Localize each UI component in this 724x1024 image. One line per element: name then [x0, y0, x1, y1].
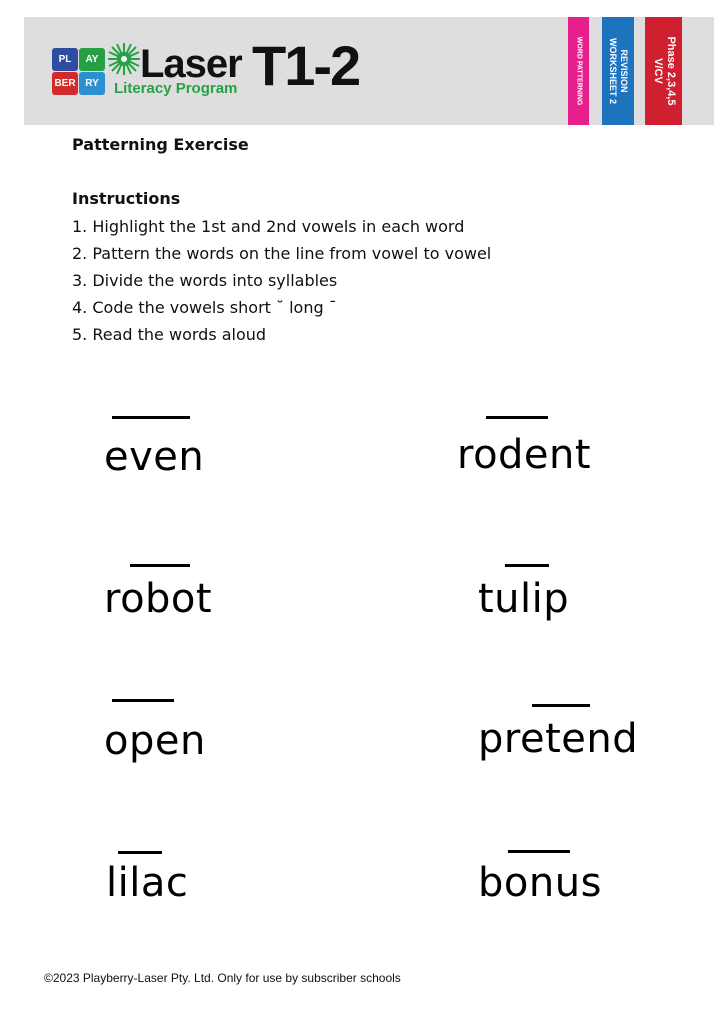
tab-blue-line2: WORKSHEET 2	[608, 37, 618, 105]
pattern-line	[486, 416, 548, 419]
pattern-line	[130, 564, 190, 567]
laser-star-icon	[106, 41, 142, 77]
exercise-word: lilac	[106, 860, 189, 906]
tab-revision-worksheet	[602, 17, 634, 125]
exercise-word: pretend	[478, 716, 639, 762]
page-title: Patterning Exercise	[72, 135, 249, 154]
logo-piece: RY	[79, 72, 105, 95]
pattern-line	[112, 416, 190, 419]
logo-piece: PL	[52, 48, 78, 71]
tab-blue-line1: REVISION	[619, 49, 629, 93]
tab-blue-label	[607, 38, 629, 104]
tab-red-line1: Phase 2,3,4,5	[664, 36, 677, 106]
instruction-item: 1. Highlight the 1st and 2nd vowels in each word	[72, 217, 465, 236]
tab-phase	[645, 17, 682, 125]
pattern-line	[505, 564, 549, 567]
logo-wordmark: Laser	[140, 42, 242, 86]
instructions-heading: Instructions	[72, 189, 181, 208]
pattern-line	[508, 850, 570, 853]
copyright-footer: ©2023 Playberry-Laser Pty. Ltd. Only for use by subscriber schools	[44, 971, 401, 985]
header-banner	[24, 17, 714, 125]
exercise-word: open	[104, 718, 206, 764]
playberry-puzzle-logo	[52, 48, 106, 96]
exercise-word: rodent	[457, 432, 592, 478]
tab-pink-label: WORD PATTERNING	[575, 36, 582, 106]
exercise-word: robot	[104, 576, 213, 622]
instruction-item: 2. Pattern the words on the line from vowel to vowel	[72, 244, 492, 263]
instruction-item: 5. Read the words aloud	[72, 325, 267, 344]
instruction-item: 4. Code the vowels short ˘ long ¯	[72, 298, 337, 317]
program-subtitle: Literacy Program	[114, 80, 238, 97]
logo-piece: AY	[79, 48, 105, 71]
exercise-word: even	[104, 434, 205, 480]
tab-word-patterning	[568, 17, 589, 125]
pattern-line	[532, 704, 590, 707]
exercise-word: bonus	[478, 860, 602, 906]
pattern-line	[112, 699, 174, 702]
exercise-word: tulip	[478, 576, 570, 622]
logo-piece: BER	[52, 72, 78, 95]
tab-red-line2: V/CV	[651, 58, 664, 84]
pattern-line	[118, 851, 162, 854]
tab-red-label	[651, 36, 677, 105]
instruction-item: 3. Divide the words into syllables	[72, 271, 338, 290]
instructions-list	[72, 216, 491, 351]
level-label: T1-2	[252, 34, 360, 97]
